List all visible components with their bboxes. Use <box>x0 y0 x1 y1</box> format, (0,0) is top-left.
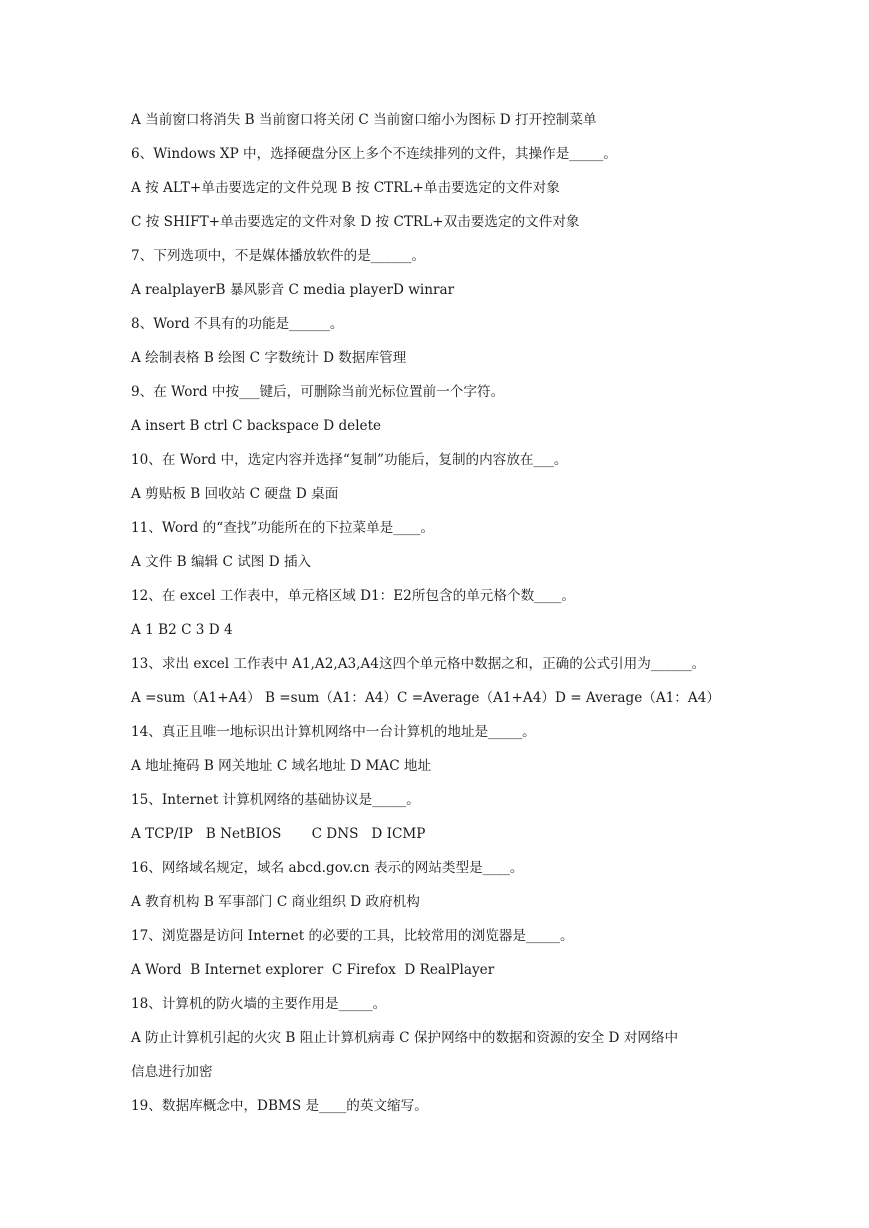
q11-question: 11、Word 的“查找”功能所在的下拉菜单是____。 <box>131 520 435 536</box>
q10-question: 10、在 Word 中，选定内容并选择“复制”功能后，复制的内容放在___。 <box>131 452 568 468</box>
q5-options: A 当前窗口将消失 B 当前窗口将关闭 C 当前窗口缩小为图标 D 打开控制菜单 <box>131 112 597 128</box>
q6-options-ab: A 按 ALT+单击要选定的文件兑现 B 按 CTRL+单击要选定的文件对象 <box>131 180 560 196</box>
q7-question: 7、下列选项中，不是媒体播放软件的是______。 <box>131 248 426 264</box>
q17-options: A Word B Internet explorer C Firefox D RealPlayer <box>131 962 495 978</box>
q15-options: A TCP/IP B NetBIOS C DNS D ICMP <box>131 826 426 842</box>
q18-options-continued: 信息进行加密 <box>131 1064 213 1080</box>
q9-question: 9、在 Word 中按___键后，可删除当前光标位置前一个字符。 <box>131 384 505 400</box>
q6-question: 6、Windows XP 中，选择硬盘分区上多个不连续排列的文件，其操作是_____。 <box>131 146 617 162</box>
q12-options: A 1 B2 C 3 D 4 <box>131 622 233 638</box>
q12-question: 12、在 excel 工作表中，单元格区域 D1：E2所包含的单元格个数____。 <box>131 588 575 604</box>
q9-options: A insert B ctrl C backspace D delete <box>131 418 382 434</box>
q15-question: 15、Internet 计算机网络的基础协议是_____。 <box>131 792 420 808</box>
q19-question: 19、数据库概念中，DBMS 是____的英文缩写。 <box>131 1098 428 1114</box>
q18-question: 18、计算机的防火墙的主要作用是_____。 <box>131 996 387 1012</box>
q6-options-cd: C 按 SHIFT+单击要选定的文件对象 D 按 CTRL+双击要选定的文件对象 <box>131 214 580 230</box>
q17-question: 17、浏览器是访问 Internet 的必要的工具，比较常用的浏览器是_____。 <box>131 928 574 944</box>
document-body <box>131 112 746 1132</box>
q11-options: A 文件 B 编辑 C 试图 D 插入 <box>131 554 312 570</box>
q10-options: A 剪贴板 B 回收站 C 硬盘 D 桌面 <box>131 486 339 502</box>
q18-options: A 防止计算机引起的火灾 B 阻止计算机病毒 C 保护网络中的数据和资源的安全 D 对网络中 <box>131 1030 679 1046</box>
q8-options: A 绘制表格 B 绘图 C 字数统计 D 数据库管理 <box>131 350 407 366</box>
q14-options: A 地址掩码 B 网关地址 C 域名地址 D MAC 地址 <box>131 758 432 774</box>
q13-options: A =sum（A1+A4） B =sum（A1：A4）C =Average（A1+A4）D = Average（A1：A4） <box>131 690 720 706</box>
q7-options: A realplayerB 暴风影音 C media playerD winrar <box>131 282 455 298</box>
q8-question: 8、Word 不具有的功能是______。 <box>131 316 344 332</box>
q16-options: A 教育机构 B 军事部门 C 商业组织 D 政府机构 <box>131 894 420 910</box>
q13-question: 13、求出 excel 工作表中 A1,A2,A3,A4这四个单元格中数据之和，正确的公式引用为______。 <box>131 656 706 672</box>
q16-question: 16、网络域名规定，域名 abcd.gov.cn 表示的网站类型是____。 <box>131 860 524 876</box>
q14-question: 14、真正且唯一地标识出计算机网络中一台计算机的地址是_____。 <box>131 724 536 740</box>
